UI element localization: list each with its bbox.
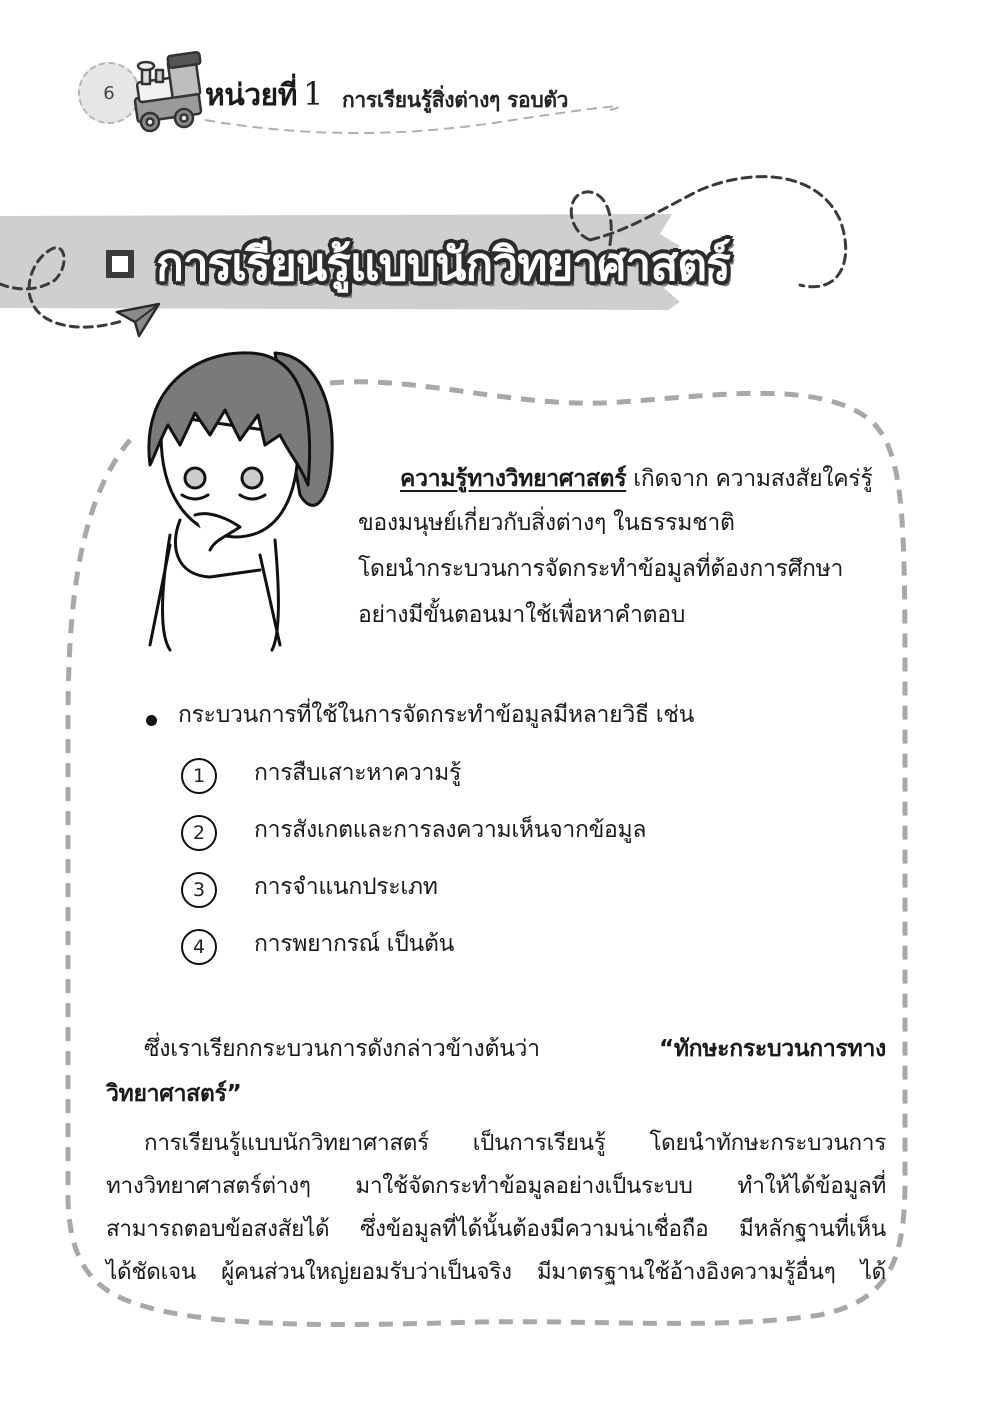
list-item: การพยากรณ์ เป็นต้น [254,931,455,957]
list-item: การสังเกตและการลงความเห็นจากข้อมูล [254,817,647,843]
summary-line-2: วิทยาศาสตร์” [106,1081,242,1107]
list-number-3: 3 [181,872,217,908]
paragraph-line-3: สามารถตอบข้อสงสัยได้ ซึ่งข้อมูลที่ได้นั้นต้องมีความน่าเชื่อถือ มีหลักฐานที่เห็น [106,1216,886,1242]
intro-line-3: โดยนำกระบวนการจัดกระทำข้อมูลที่ต้องการศึกษา [358,556,844,582]
paragraph-line-2: ทางวิทยาศาสตร์ต่างๆ มาใช้จัดกระทำข้อมูลอย่างเป็นระบบ ทำให้ได้ข้อมูลที่ [106,1173,886,1199]
process-bullet-text: กระบวนการที่ใช้ในการจัดกระทำข้อมูลมีหลายวิธี เช่น [178,702,694,728]
paragraph-line-4: ได้ชัดเจน ผู้คนส่วนใหญ่ยอมรับว่าเป็นจริง มีมาตรฐานใช้อ้างอิงความรู้อื่นๆ ได้ [106,1259,886,1285]
thinking-girl-illustration [140,345,340,655]
intro-term: ความรู้ทางวิทยาศาสตร์ [400,466,627,492]
intro-line-2: ของมนุษย์เกี่ยวกับสิ่งต่างๆ ในธรรมชาติ [358,510,735,536]
unit-number: 1 [302,75,323,113]
list-number-2: 2 [181,815,217,851]
page-number: 6 [103,82,115,104]
paragraph-line-1: การเรียนรู้แบบนักวิทยาศาสตร์ เป็นการเรียนรู้ โดยนำทักษะกระบวนการ [144,1130,886,1156]
list-item: การจำแนกประเภท [254,874,438,900]
intro-line-4: อย่างมีขั้นตอนมาใช้เพื่อหาคำตอบ [358,602,686,628]
unit-label: หน่วยที่ [205,78,297,113]
list-number-1: 1 [181,758,217,794]
intro-line-1: ความรู้ทางวิทยาศาสตร์ เกิดจาก ความสงสัยใคร่รู้ [400,466,873,492]
bullet-icon [146,715,157,726]
list-item: การสืบเสาะหาความรู้ [254,760,462,786]
summary-line-1: ซึ่งเราเรียกกระบวนการดังกล่าวข้างต้นว่า “ทักษะกระบวนการทาง [144,1036,886,1062]
unit-subtitle: การเรียนรู้สิ่งต่างๆ รอบตัว [342,88,569,112]
list-number-4: 4 [181,929,217,965]
section-title: การเรียนรู้แบบนักวิทยาศาสตร์ [156,237,730,291]
